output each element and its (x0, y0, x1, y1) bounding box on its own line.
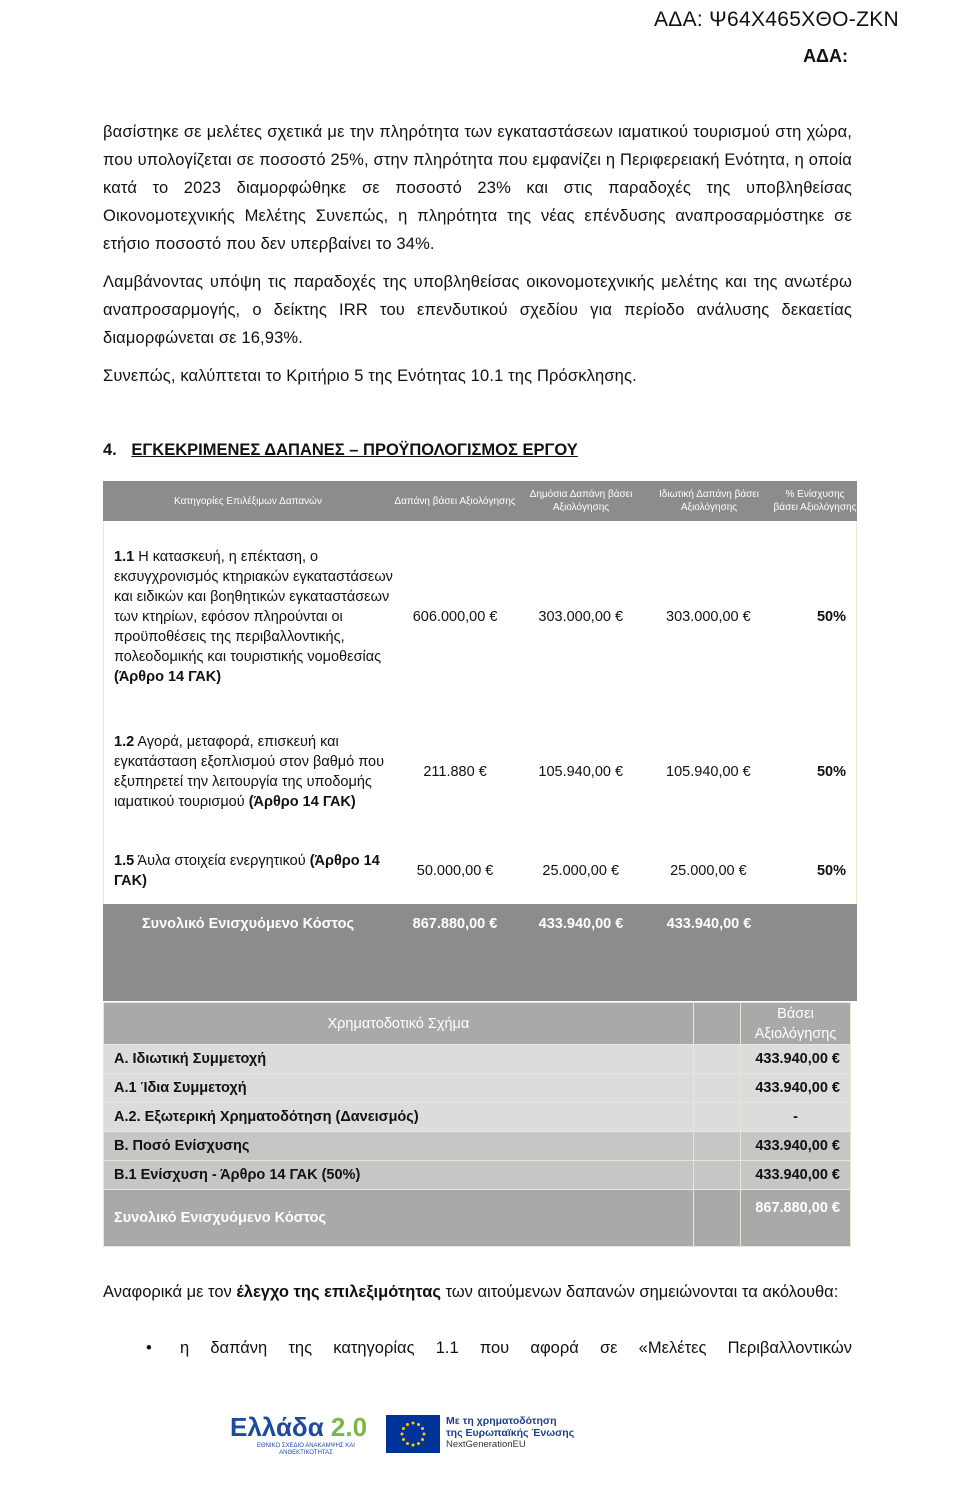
total-label: Συνολικό Ενισχυόμενο Κόστος (141, 916, 355, 932)
row-percent: 50% (816, 862, 846, 879)
row-description (104, 732, 393, 812)
funding-spacer (693, 1132, 740, 1161)
row-private: 105.940,00 € (666, 764, 751, 780)
eligibility-pre: Αναφορικά με τον (103, 1283, 237, 1301)
table-row (104, 837, 856, 904)
funding-total-value: 867.880,00 € (741, 1190, 851, 1247)
eu-star (412, 1422, 415, 1425)
eligibility-post: των αιτούμενων δαπανών σημειώνονται τα ακόλουθα: (440, 1283, 839, 1301)
paragraph-occupancy: βασίστηκε σε μελέτες σχετικά με την πληρότητα των εγκαταστάσεων ιαματικού τουρισμού στη χώρα, που υπολογίζεται σε ποσοστό 25%, στην πληρότητα που εμφανίζει η Περιφερειακή Ενότητα, η οποία κατά το 2023 διαμορφώθηκε σε ποσοστό 23% και στις παραδοχές της υποβληθείσας Οικονομοτεχνικής Μελέτης Συνεπώς, η πληρότητα της νέας επένδυσης αναπροσαρμόστηκε σε ετήσιο ποσοστό που δεν υπερβαίνει το 34%. (103, 123, 852, 253)
funding-label: Α.2. Εξωτερική Χρηματοδότηση (Δανεισμός) (104, 1103, 694, 1132)
row-private: 303.000,00 € (666, 609, 751, 625)
eu-text-line2: της Ευρωπαϊκής Ένωσης (446, 1427, 575, 1439)
eu-star (421, 1427, 424, 1430)
table-row (104, 1045, 851, 1074)
ada-label: ΑΔΑ: (803, 46, 848, 66)
funding-label: Β.1 Ενίσχυση - Άρθρο 14 ΓΑΚ (50%) (104, 1161, 694, 1190)
funding-header-row (104, 1003, 851, 1045)
table-row (104, 1161, 851, 1190)
section-title: ΕΓΚΕΚΡΙΜΕΝΕΣ ΔΑΠΑΝΕΣ – ΠΡΟΫΠΟΛΟΓΙΣΜΟΣ ΕΡΓΟΥ (131, 441, 578, 459)
eu-star (406, 1442, 409, 1445)
row-code: 1.5 (114, 852, 135, 869)
row-public: 25.000,00 € (542, 862, 620, 879)
expenses-table (103, 481, 857, 1001)
paragraph-criterion: Συνεπώς, καλύπτεται το Κριτήριο 5 της Ενότητας 10.1 της Πρόσκλησης. (103, 367, 637, 385)
header-public-expense: Δημόσια Δαπάνη βάσει Αξιολόγησης (529, 489, 633, 513)
table-row (104, 1074, 851, 1103)
row-private: 25.000,00 € (670, 862, 747, 879)
row-total: 50.000,00 € (416, 862, 494, 879)
funding-total-label: Συνολικό Ενισχυόμενο Κόστος (104, 1190, 694, 1247)
expenses-table-header (103, 481, 857, 521)
funding-spacer (693, 1103, 740, 1132)
row-total: 211.880 € (423, 764, 487, 780)
row-text: Αγορά, μεταφορά, επισκευή και εγκατάσταση εξοπλισμού στον βαθμό που εξυπηρετεί την λειτουργία της υποδομής ιαματικού τουρισμού (114, 734, 385, 810)
eu-star (412, 1444, 415, 1447)
ada-code: ΑΔΑ: Ψ64Χ465ΧΘΟ-ΖΚΝ (653, 8, 899, 31)
eu-flag-icon (386, 1415, 440, 1453)
funding-label: Α. Ιδιωτική Συμμετοχή (104, 1045, 694, 1074)
total-private: 433.940,00 € (666, 916, 752, 932)
header-total-expense: Δαπάνη βάσει Αξιολόγησης (394, 495, 516, 507)
total-percent-empty (773, 904, 857, 1001)
row-total: 606.000,00 € (412, 609, 498, 625)
eu-text-line1: Με τη χρηματοδότηση (446, 1415, 557, 1427)
row-article: (Άρθρο 14 ΓΑΚ) (114, 852, 380, 889)
row-percent: 50% (816, 609, 846, 625)
row-article: (Άρθρο 14 ΓΑΚ) (248, 794, 356, 810)
total-public: 433.940,00 € (538, 916, 624, 932)
table-row (104, 521, 856, 701)
header-private-expense: Ιδιωτική Δαπάνη βάσει Αξιολόγησης (659, 489, 759, 513)
eligibility-bold: έλεγχο της επιλεξιμότητας (236, 1283, 441, 1301)
row-percent: 50% (816, 764, 846, 780)
funding-value: 433.940,00 € (741, 1045, 851, 1074)
funding-table (103, 1002, 851, 1247)
eu-star (421, 1438, 424, 1441)
eu-text-line3: NextGenerationEU (446, 1439, 526, 1450)
funding-label: Β. Ποσό Ενίσχυσης (104, 1132, 694, 1161)
row-public: 303.000,00 € (538, 609, 624, 625)
funding-spacer (693, 1190, 740, 1247)
row-description (104, 851, 393, 891)
funding-label: Α.1 Ίδια Συμμετοχή (104, 1074, 694, 1103)
funding-header-value: Βάσει Αξιολόγησης (741, 1003, 851, 1045)
funding-spacer (693, 1074, 740, 1103)
header-category: Κατηγορίες Επιλέξιμων Δαπανών (174, 495, 322, 507)
row-description (104, 547, 393, 687)
funding-spacer (693, 1045, 740, 1074)
funding-header-spacer (693, 1003, 740, 1045)
header-aid-percent: % Ενίσχυσης βάσει Αξιολόγησης (773, 489, 857, 513)
row-text: Η κατασκευή, η επέκταση, ο εκσυγχρονισμός κτηριακών εγκαταστάσεων και ειδικών και βοηθητικών εγκαταστάσεων των κτηρίων, εφόσον πληρούνται οι προϋποθέσεις της περιβαλλοντικής, πολεοδομικής και τουριστικής νομοθεσίας (114, 549, 393, 665)
funding-value: - (741, 1103, 851, 1132)
row-public: 105.940,00 € (538, 764, 624, 780)
eu-star (402, 1438, 405, 1441)
eu-star (417, 1423, 420, 1426)
greece-logo-version: 2.0 (330, 1412, 368, 1442)
eu-star (401, 1433, 404, 1436)
footer-logos (230, 1414, 580, 1460)
expenses-table-body (103, 521, 857, 904)
eu-star (406, 1423, 409, 1426)
row-code: 1.1 (114, 549, 135, 565)
section-heading (103, 441, 578, 460)
funding-spacer (693, 1161, 740, 1190)
funding-value: 433.940,00 € (741, 1132, 851, 1161)
greece-logo-subtitle: ΕΘΝΙΚΟ ΣΧΕΔΙΟ ΑΝΑΚΑΜΨΗΣ ΚΑΙ ΑΝΘΕΚΤΙΚΟΤΗΤΑΣ (257, 1443, 355, 1456)
eu-star (417, 1442, 420, 1445)
total-expense: 867.880,00 € (412, 916, 498, 932)
table-row (104, 701, 856, 837)
row-code: 1.2 (114, 734, 135, 750)
funding-value: 433.940,00 € (741, 1074, 851, 1103)
bullet-text: η δαπάνη της κατηγορίας 1.1 που αφορά σε «Μελέτες Περιβαλλοντικών (180, 1339, 852, 1357)
greece-logo-word: Ελλάδα (230, 1412, 324, 1442)
table-row (104, 1132, 851, 1161)
funding-value: 433.940,00 € (741, 1161, 851, 1190)
intro-paragraphs (103, 118, 852, 400)
funding-header-label: Χρηματοδοτικό Σχήμα (104, 1003, 694, 1045)
greece-2-0-logo (230, 1414, 378, 1460)
section-number: 4. (103, 441, 117, 459)
funding-total-row (104, 1190, 851, 1247)
eligibility-paragraph (103, 1278, 852, 1306)
table-row (104, 1103, 851, 1132)
eu-funding-logo (386, 1415, 580, 1455)
eu-star (423, 1433, 426, 1436)
expenses-total-row (103, 904, 857, 1001)
row-article: (Άρθρο 14 ΓΑΚ) (114, 669, 222, 685)
row-text: Άυλα στοιχεία ενεργητικού (134, 852, 310, 869)
paragraph-irr: Λαμβάνοντας υπόψη τις παραδοχές της υποβληθείσας οικονομοτεχνικής μελέτης και της ανωτέρω αναπροσαρμογής, ο δείκτης IRR του επενδυτικού σχεδίου για περίοδο ανάλυσης δεκαετίας διαμορφώνεται σε 16,93%. (103, 273, 852, 347)
bullet-icon: • (146, 1339, 152, 1357)
eu-star (402, 1427, 405, 1430)
